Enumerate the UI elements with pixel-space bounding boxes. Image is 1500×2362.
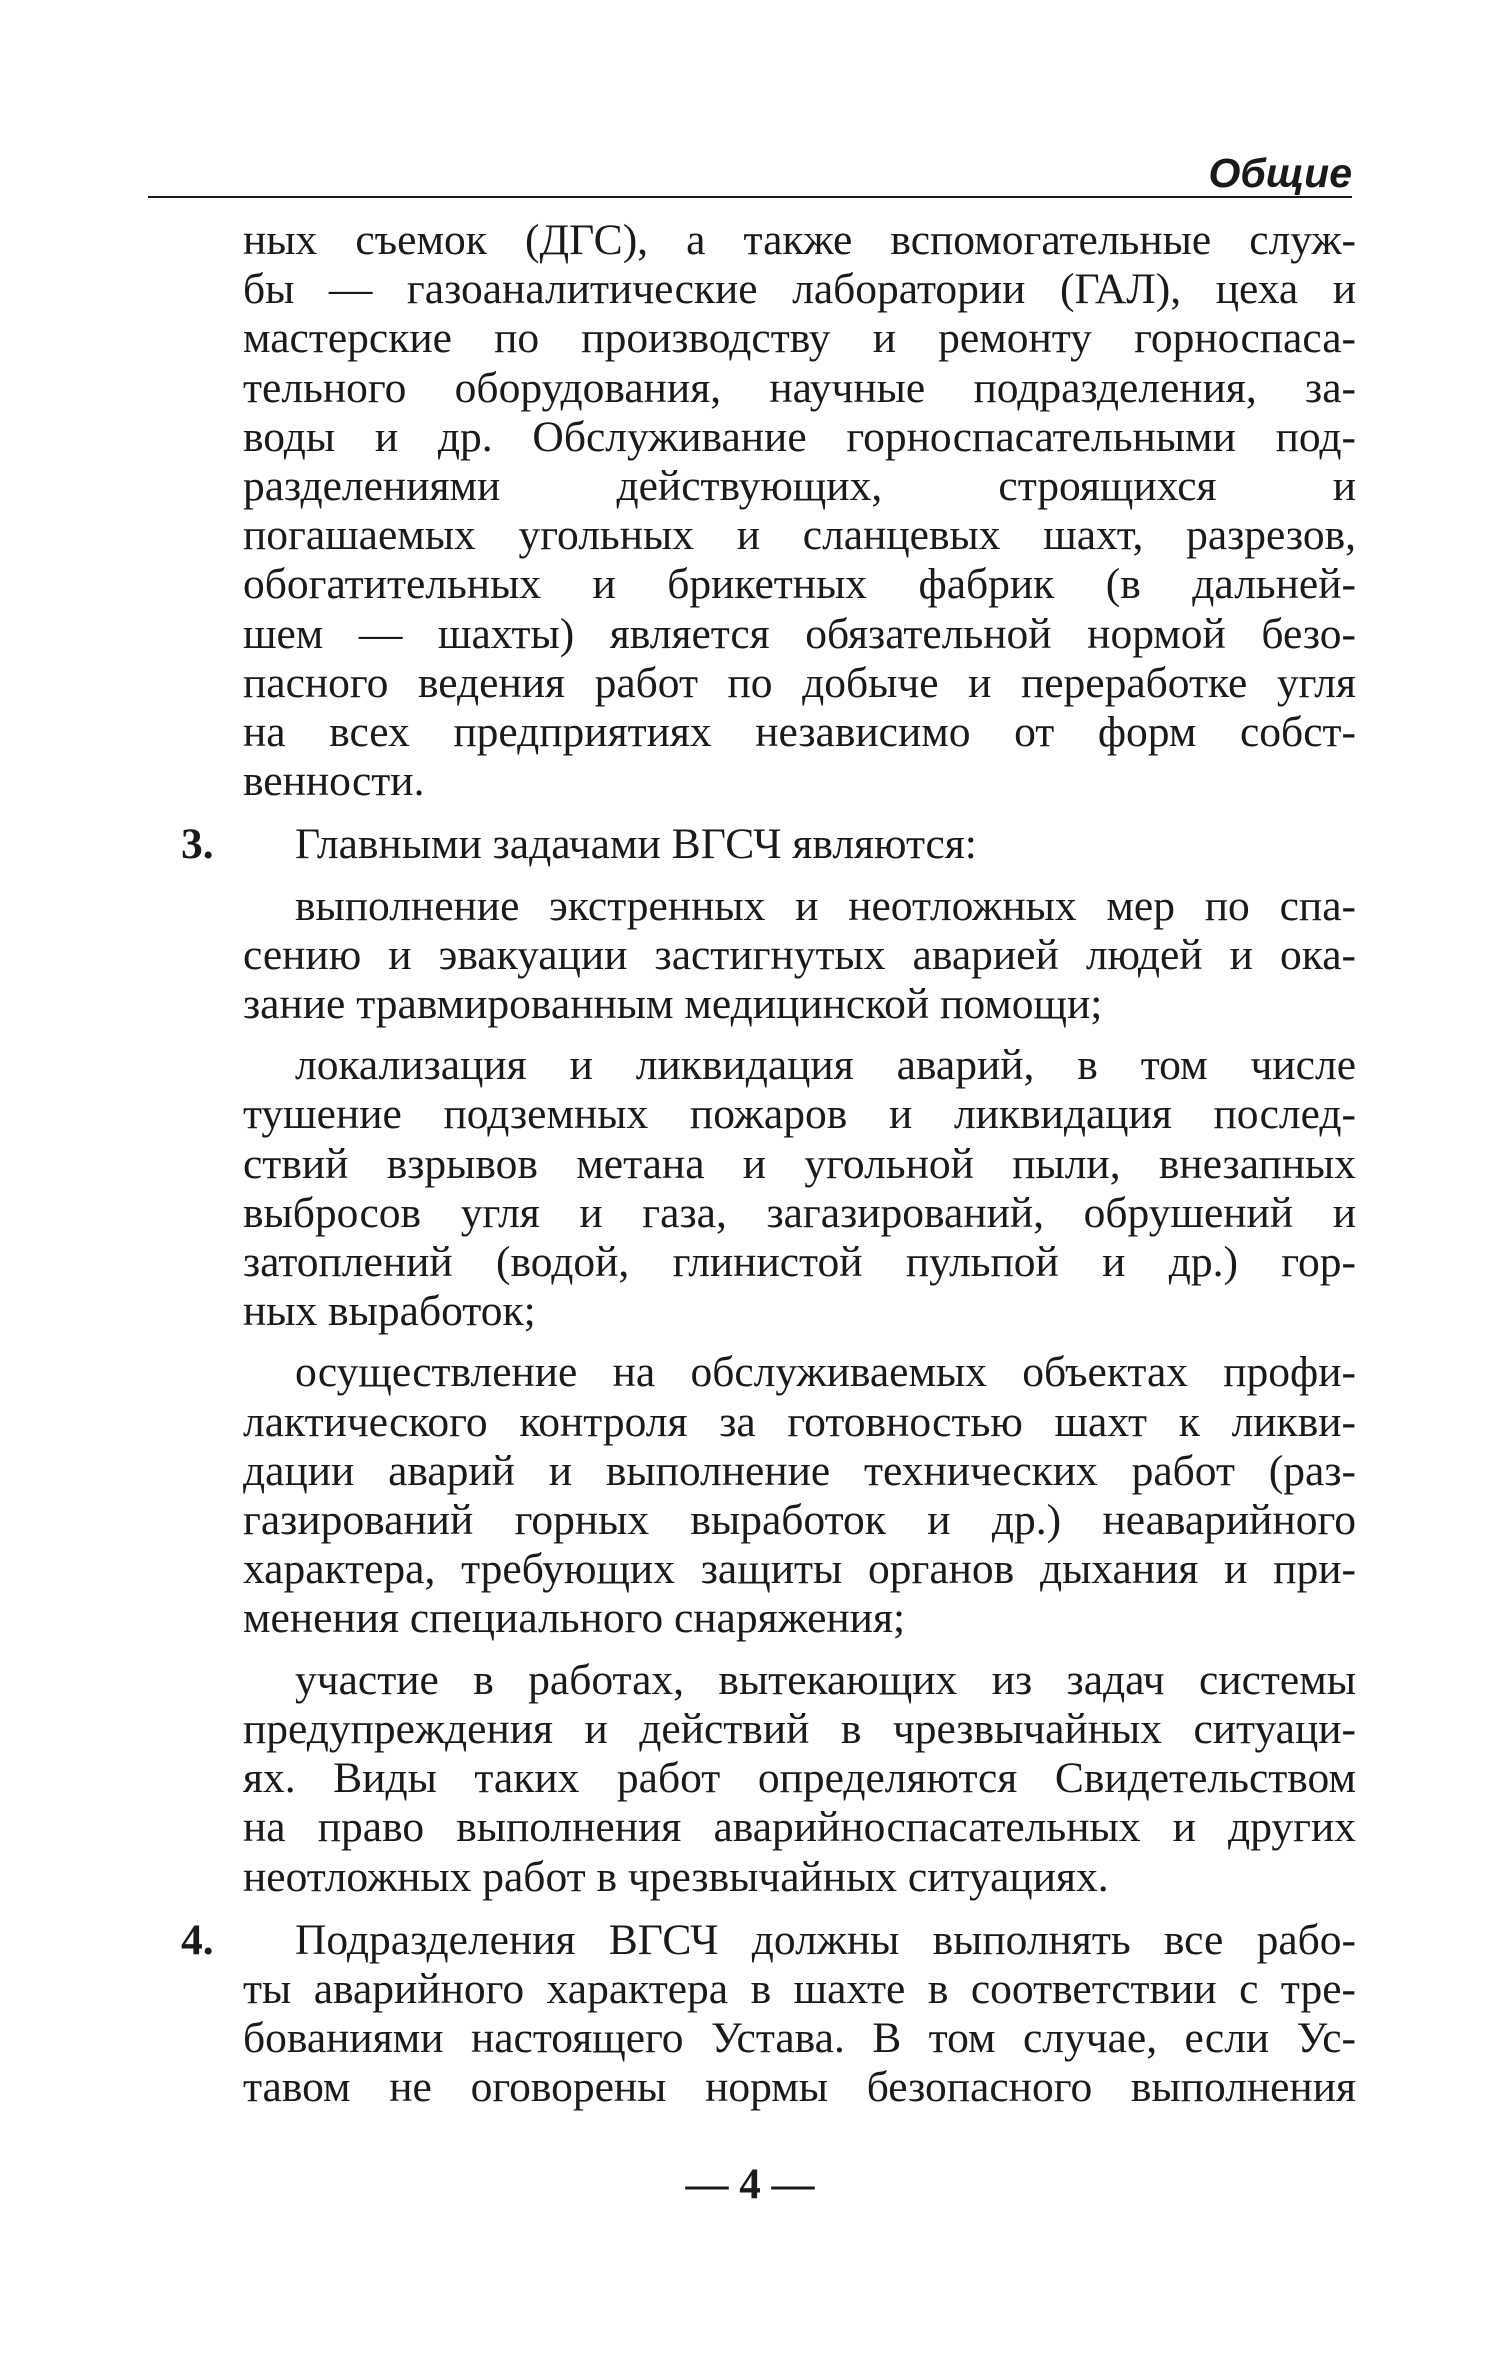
text-line: разделениями действующих, строящихся и [243, 462, 1356, 511]
text-line: мастерские по производству и ремонту горноспаса- [243, 314, 1356, 363]
task-3 [243, 1348, 1356, 1643]
text-line: лактического контроля за готовностью шахт к ликви- [243, 1397, 1356, 1446]
text-line: шем — шахты) является обязательной нормой безо- [243, 609, 1356, 658]
item-number: 3. [181, 820, 214, 869]
text-line: венности. [243, 757, 425, 806]
text-line: обогатительных и брикетных фабрик (в дальней- [243, 560, 1356, 609]
text-line: пасного ведения работ по добыче и переработке угля [243, 658, 1356, 707]
text-line: газирований горных выработок и др.) неаварийного [243, 1496, 1356, 1545]
text-line: ных выработок; [243, 1287, 536, 1336]
text-line: ты аварийного характера в шахте в соответствии с тре- [243, 1964, 1356, 2013]
text-line: тельного оборудования, научные подразделения, за- [243, 363, 1356, 412]
task-1 [243, 882, 1356, 1030]
header-rule [148, 196, 1352, 198]
text-line: ях. Виды таких работ определяются Свидетельством [243, 1754, 1356, 1803]
text-line: ных съемок (ДГС), а также вспомогательные служ- [243, 216, 1356, 264]
text-line: участие в работах, вытекающих из задач системы [295, 1655, 1356, 1704]
item-lead: Главными задачами ВГСЧ являются: [295, 820, 977, 869]
text-line: сению и эвакуации застигнутых аварией людей и ока- [243, 930, 1356, 979]
task-4 [243, 1656, 1356, 1902]
text-line: дации аварий и выполнение технических работ (раз- [243, 1446, 1356, 1495]
text-line: характера, требующих защиты органов дыхания и при- [243, 1545, 1356, 1594]
text-line: неотложных работ в чрезвычайных ситуациях. [243, 1852, 1109, 1901]
text-line: локализация и ликвидация аварий, в том числе [295, 1041, 1356, 1090]
text-line: предупреждения и действий в чрезвычайных ситуаци- [243, 1704, 1356, 1753]
text-line: бы — газоаналитические лаборатории (ГАЛ), цеха и [243, 265, 1356, 314]
text-line: зание травмированным медицинской помощи; [243, 980, 1103, 1029]
text-line: тушение подземных пожаров и ликвидация послед- [243, 1090, 1356, 1139]
numbered-item-3 [181, 820, 1356, 869]
running-title: Общие [1208, 150, 1352, 196]
item-number: 4. [181, 1915, 214, 1964]
text-line: погашаемых угольных и сланцевых шахт, разрезов, [243, 511, 1356, 560]
text-line: тавом не оговорены нормы безопасного выполнения [243, 2063, 1356, 2112]
text-line: воды и др. Обслуживание горноспасательными под- [243, 412, 1356, 461]
text-line: выполнение экстренных и неотложных мер по спа- [295, 881, 1356, 930]
text-line: ствий взрывов метана и угольной пыли, внезапных [243, 1139, 1356, 1188]
text-line: выбросов угля и газа, загазирований, обрушений и [243, 1188, 1356, 1237]
text-line: Подразделения ВГСЧ должны выполнять все рабо- [295, 1915, 1356, 1964]
text-line: бованиями настоящего Устава. В том случае, если Ус- [243, 2014, 1356, 2063]
text-line: затоплений (водой, глинистой пульпой и др.) гор- [243, 1238, 1356, 1287]
numbered-item-4 [181, 1915, 1356, 2113]
text-line: на всех предприятиях независимо от форм собст- [243, 708, 1356, 757]
task-2 [243, 1041, 1356, 1336]
page-number: — 4 — [685, 2161, 815, 2208]
body-text [181, 216, 1356, 2113]
text-line: осуществление на обслуживаемых объектах профи- [295, 1348, 1356, 1397]
text-line: на право выполнения аварийноспасательных и других [243, 1803, 1356, 1852]
text-line: менения специального снаряжения; [243, 1594, 906, 1643]
